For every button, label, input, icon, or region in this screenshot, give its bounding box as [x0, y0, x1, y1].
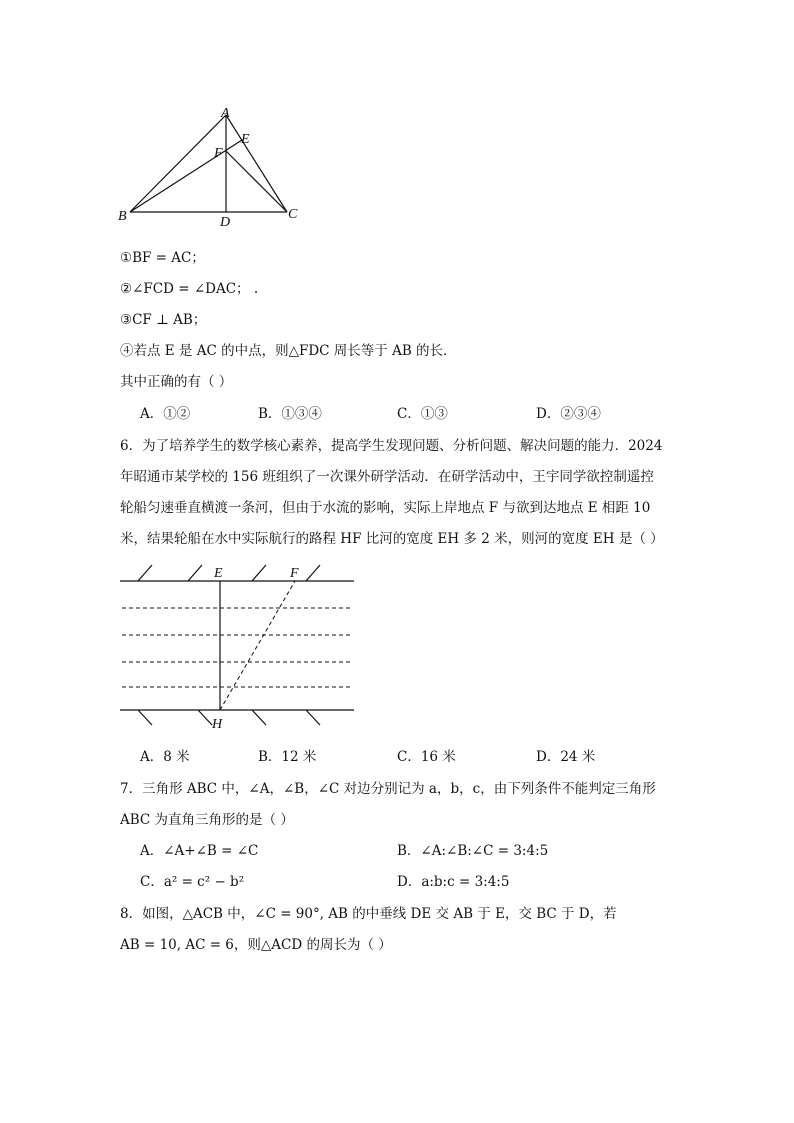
q5-option-b: B．①③④	[258, 406, 322, 422]
q7-option-a: A．∠A+∠B = ∠C	[140, 843, 259, 859]
label-F: F	[214, 146, 223, 161]
q6-line-2: 年昭通市某学校的 156 班组织了一次课外研学活动．在研学活动中，王宇同学欲控制遥控	[120, 469, 654, 485]
label-A: A	[221, 106, 230, 121]
label-C: C	[288, 207, 298, 222]
q6-option-a: A．8 米	[140, 749, 190, 765]
label-E: E	[241, 132, 250, 147]
q6-line-1: 6．为了培养学生的数学核心素养，提高学生发现问题、分析问题、解决问题的能力．2024	[120, 438, 663, 454]
q5-option-a: A．①②	[140, 406, 191, 422]
label-E2: E	[214, 566, 223, 581]
q8-line-2: AB = 10, AC = 6，则△ACD 的周长为（ ）	[120, 937, 392, 953]
q5-option-c: C．①③	[397, 406, 448, 422]
q5-prompt: 其中正确的有（ ）	[120, 374, 233, 390]
q5-statement-3: ③CF ⊥ AB；	[120, 312, 207, 328]
label-F2: F	[290, 566, 299, 581]
q5-statement-2: ②∠FCD = ∠DAC； .	[120, 281, 259, 297]
q7-line-2: ABC 为直角三角形的是（ ）	[120, 812, 294, 828]
triangle-figure	[110, 100, 310, 235]
river-figure	[110, 558, 360, 733]
q8-line-1: 8．如图，△ACB 中，∠C = 90°, AB 的中垂线 DE 交 AB 于 E，交 BC 于 D，若	[120, 906, 617, 922]
q5-statement-4: ④若点 E 是 AC 的中点，则△FDC 周长等于 AB 的长．	[120, 343, 457, 359]
q7-option-b: B．∠A:∠B:∠C = 3:4:5	[397, 843, 549, 859]
q6-option-d: D．24 米	[536, 749, 596, 765]
label-H: H	[212, 717, 223, 732]
q5-option-d: D．②③④	[536, 406, 601, 422]
q6-option-b: B．12 米	[258, 749, 317, 765]
q7-option-c: C．a² = c² − b²	[140, 874, 245, 890]
q6-option-c: C．16 米	[397, 749, 456, 765]
q5-statement-1: ①BF = AC；	[120, 250, 205, 266]
label-B: B	[118, 209, 127, 224]
q6-line-4: 米，结果轮船在水中实际航行的路程 HF 比河的宽度 EH 多 2 米，则河的宽度 EH 是（ ）	[120, 531, 664, 547]
label-D: D	[220, 215, 231, 230]
q6-line-3: 轮船匀速垂直横渡一条河，但由于水流的影响，实际上岸地点 F 与欲到达地点 E 相距 10	[120, 500, 651, 516]
q7-option-d: D．a:b:c = 3:4:5	[397, 874, 510, 890]
q7-line-1: 7．三角形 ABC 中，∠A，∠B，∠C 对边分别记为 a，b，c，由下列条件不能判定三角形	[120, 781, 656, 797]
